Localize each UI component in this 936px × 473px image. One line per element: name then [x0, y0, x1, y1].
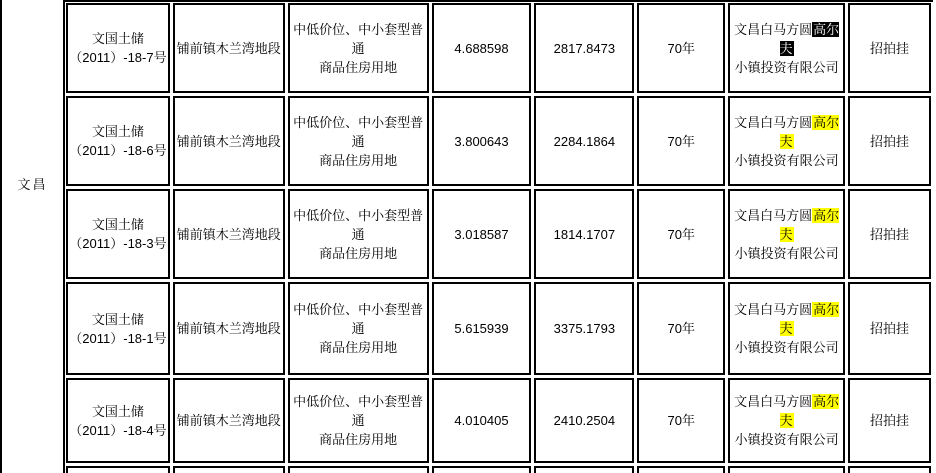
cell-company — [728, 96, 845, 186]
cell-empty — [848, 466, 931, 473]
cell-area: 3.800643 — [432, 96, 532, 186]
cell-price: 3375.1793 — [534, 282, 634, 375]
cell-company — [728, 189, 845, 279]
cell-area: 5.615939 — [432, 282, 532, 375]
cell-term: 70年 — [637, 189, 725, 279]
company-line1 — [730, 113, 843, 151]
plot-number-line2: （2011）-18-7号 — [69, 50, 167, 65]
cell-method: 招拍挂 — [848, 3, 931, 93]
company-line2: 小镇投资有限公司 — [734, 245, 839, 261]
company-line1 — [730, 300, 843, 338]
table-row — [66, 96, 934, 186]
cell-location: 铺前镇木兰湾地段 — [173, 3, 285, 93]
land-use-line1: 中低价位、中小套型普通 — [293, 302, 424, 336]
plot-number-line1: 文国土储 — [91, 403, 144, 419]
plot-number-line1: 文国土储 — [91, 31, 144, 46]
cell-method: 招拍挂 — [848, 282, 931, 375]
cell-term: 70年 — [637, 378, 725, 463]
cell-empty — [173, 466, 285, 473]
cell-term: 70年 — [637, 282, 725, 375]
cell-term: 70年 — [637, 3, 725, 93]
cell-plot-number — [66, 3, 170, 93]
cell-empty — [432, 466, 532, 473]
company-line2: 小镇投资有限公司 — [734, 152, 839, 168]
company-prefix: 文昌白马方圆 — [734, 302, 813, 317]
cell-price: 2284.1864 — [534, 96, 634, 186]
cell-area: 4.688598 — [432, 3, 532, 93]
cell-empty — [288, 466, 429, 473]
plot-number-line2: （2011）-18-3号 — [69, 236, 167, 251]
cell-method: 招拍挂 — [848, 189, 931, 279]
company-prefix: 文昌白马方圆 — [734, 394, 813, 409]
find-highlight-match: 高尔夫 — [779, 394, 840, 428]
land-use-line2: 商品住房用地 — [319, 59, 398, 75]
plot-number-line1: 文国土储 — [91, 124, 144, 139]
land-use-line1: 中低价位、中小套型普通 — [293, 114, 424, 149]
find-highlight-active: 高尔夫 — [779, 21, 840, 56]
cell-location: 铺前镇木兰湾地段 — [173, 282, 285, 375]
cell-plot-number — [66, 96, 170, 186]
company-prefix: 文昌白马方圆 — [734, 114, 813, 130]
land-use-line2: 商品住房用地 — [319, 152, 398, 168]
land-use-line1: 中低价位、中小套型普通 — [293, 394, 424, 428]
cell-price: 2817.8473 — [534, 3, 634, 93]
cell-company — [728, 282, 845, 375]
cell-plot-number — [66, 189, 170, 279]
cell-empty — [534, 466, 634, 473]
find-highlight-match: 高尔夫 — [779, 302, 840, 336]
cell-price: 1814.1707 — [534, 189, 634, 279]
cell-land-use — [288, 96, 429, 186]
region-cell — [0, 0, 65, 473]
company-prefix: 文昌白马方圆 — [734, 21, 813, 37]
company-line2: 小镇投资有限公司 — [734, 59, 839, 75]
table-row — [66, 189, 934, 279]
cell-method: 招拍挂 — [848, 96, 931, 186]
cell-area: 4.010405 — [432, 378, 532, 463]
cell-empty — [728, 466, 845, 473]
cell-land-use — [288, 282, 429, 375]
region-label: 文昌 — [17, 177, 48, 192]
cell-land-use — [288, 3, 429, 93]
find-highlight-match: 高尔夫 — [779, 207, 840, 242]
cell-location: 铺前镇木兰湾地段 — [173, 96, 285, 186]
table-grid — [66, 0, 934, 473]
find-highlight-match: 高尔夫 — [779, 114, 840, 149]
cell-location: 铺前镇木兰湾地段 — [173, 189, 285, 279]
plot-number-line2: （2011）-18-4号 — [69, 422, 167, 438]
land-use-line2: 商品住房用地 — [319, 340, 398, 355]
table-row — [66, 378, 934, 463]
company-line2: 小镇投资有限公司 — [734, 432, 839, 447]
cell-land-use — [288, 378, 429, 463]
cell-location: 铺前镇木兰湾地段 — [173, 378, 285, 463]
company-line1 — [730, 206, 843, 244]
cell-plot-number — [66, 282, 170, 375]
land-use-line1: 中低价位、中小套型普通 — [293, 21, 424, 56]
cell-plot-number — [66, 378, 170, 463]
company-line1 — [730, 392, 843, 430]
cell-company — [728, 378, 845, 463]
cell-term: 70年 — [637, 96, 725, 186]
company-line2: 小镇投资有限公司 — [734, 340, 839, 355]
cell-land-use — [288, 189, 429, 279]
cell-method: 招拍挂 — [848, 378, 931, 463]
land-use-line2: 商品住房用地 — [319, 245, 398, 261]
plot-number-line1: 文国土储 — [91, 217, 144, 232]
plot-number-line1: 文国土储 — [91, 311, 144, 327]
cell-price: 2410.2504 — [534, 378, 634, 463]
plot-number-line2: （2011）-18-6号 — [69, 143, 167, 158]
cell-empty — [66, 466, 170, 473]
company-prefix: 文昌白马方圆 — [734, 207, 813, 223]
land-use-line1: 中低价位、中小套型普通 — [293, 207, 424, 242]
table-row-partial — [66, 466, 934, 473]
company-line1 — [730, 20, 843, 58]
plot-number-line2: （2011）-18-1号 — [69, 330, 167, 346]
cell-empty — [637, 466, 725, 473]
cell-area: 3.018587 — [432, 189, 532, 279]
table-row — [66, 3, 934, 93]
cell-company — [728, 3, 845, 93]
land-use-line2: 商品住房用地 — [319, 432, 398, 447]
table-row — [66, 282, 934, 375]
